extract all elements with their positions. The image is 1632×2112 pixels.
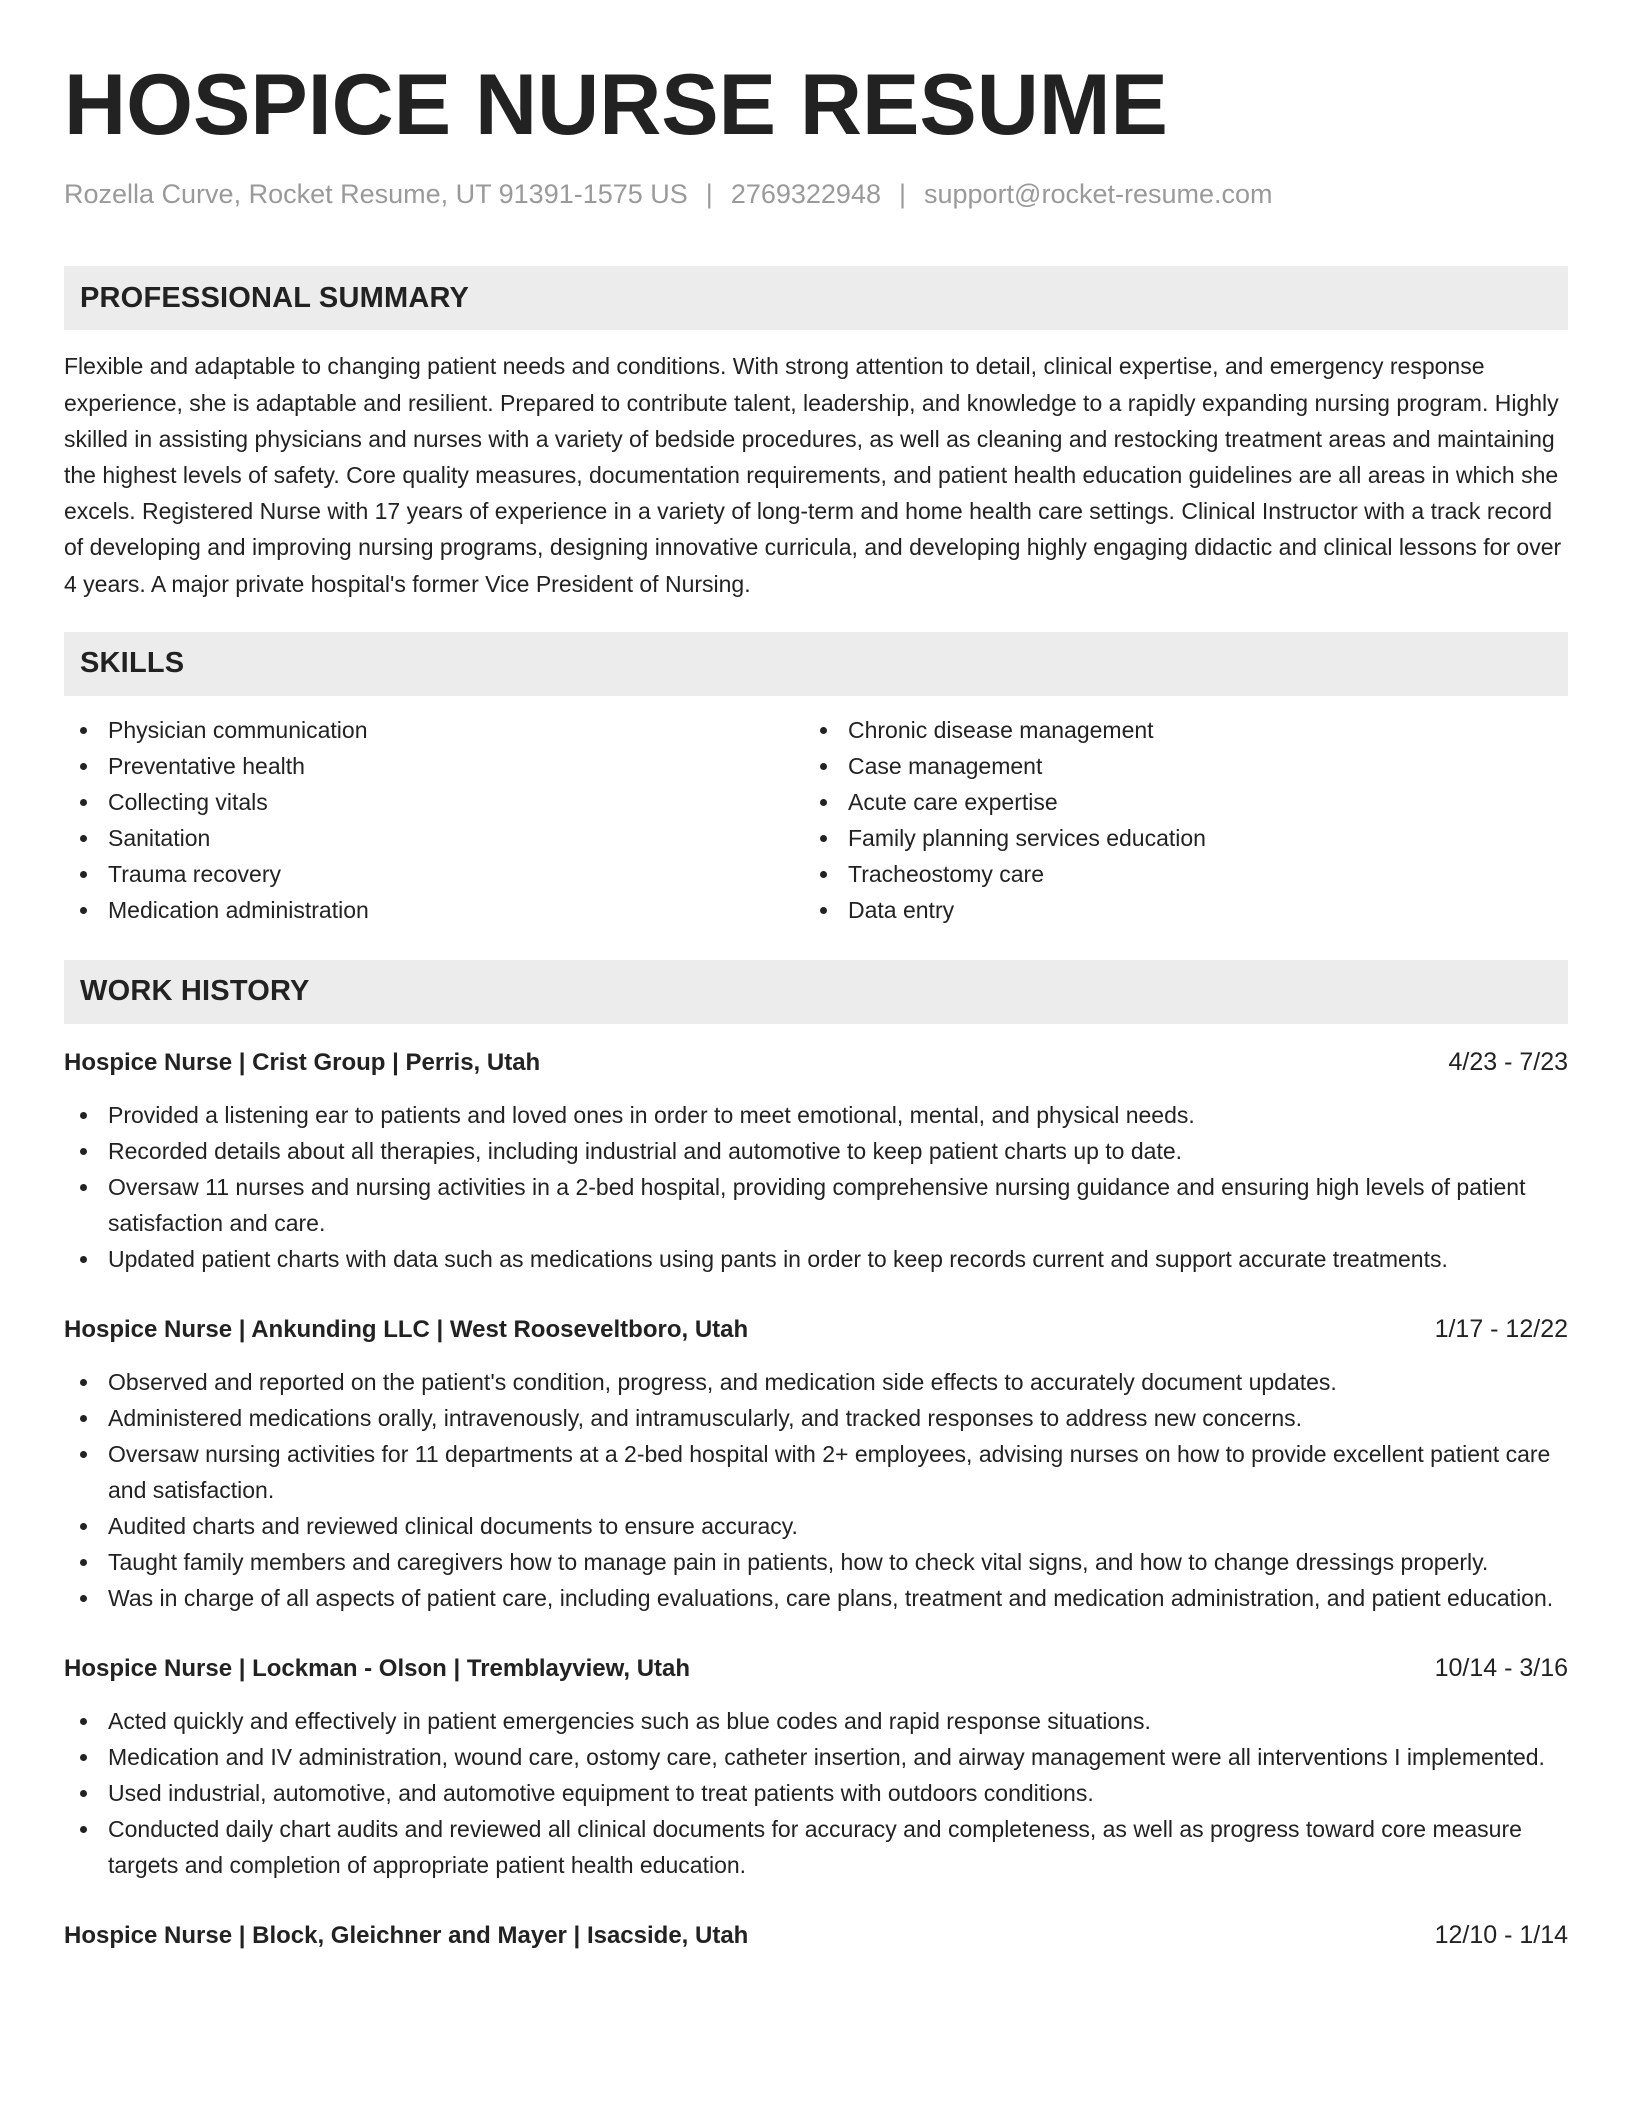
job-dates: 10/14 - 3/16: [1434, 1653, 1568, 1682]
skill-item: Acute care expertise: [804, 784, 1544, 820]
skill-item: Trauma recovery: [64, 856, 804, 892]
job-entry: [64, 1650, 1568, 1883]
section-header-skills: SKILLS: [64, 632, 1568, 696]
job-bullet: Administered medications orally, intravenously, and intramuscularly, and tracked responses to address new concerns.: [64, 1400, 1568, 1436]
contact-line: [64, 178, 1568, 210]
skill-item: Collecting vitals: [64, 784, 804, 820]
job-bullet: Updated patient charts with data such as medications using pants in order to keep records current and support accurate treatments.: [64, 1241, 1568, 1277]
job-entry: [64, 1044, 1568, 1277]
job-bullet: Observed and reported on the patient's condition, progress, and medication side effects to accurately document updates.: [64, 1364, 1568, 1400]
job-bullet: Taught family members and caregivers how to manage pain in patients, how to check vital signs, and how to change dressings properly.: [64, 1544, 1568, 1580]
job-dates: 1/17 - 12/22: [1434, 1314, 1568, 1343]
job-bullets: [64, 1097, 1568, 1277]
job-heading: [64, 1311, 1568, 1348]
job-bullet: Audited charts and reviewed clinical documents to ensure accuracy.: [64, 1508, 1568, 1544]
section-header-summary: PROFESSIONAL SUMMARY: [64, 266, 1568, 330]
job-bullet: Acted quickly and effectively in patient emergencies such as blue codes and rapid response situations.: [64, 1703, 1568, 1739]
skill-item: Family planning services education: [804, 820, 1544, 856]
job-bullet: Recorded details about all therapies, including industrial and automotive to keep patient charts up to date.: [64, 1133, 1568, 1169]
job-bullet: Oversaw nursing activities for 11 departments at a 2-bed hospital with 2+ employees, advising nurses on how to provide excellent patient care and satisfaction.: [64, 1436, 1568, 1508]
job-entry: [64, 1311, 1568, 1616]
job-dates: 4/23 - 7/23: [1448, 1047, 1568, 1076]
job-title: Hospice Nurse | Block, Gleichner and Mayer | Isacside, Utah: [64, 1921, 749, 1949]
contact-separator: |: [705, 179, 713, 209]
skill-item: Data entry: [804, 892, 1544, 928]
job-bullet: Conducted daily chart audits and reviewed all clinical documents for accuracy and completeness, as well as progress toward core measure targets and completion of appropriate patient health education.: [64, 1811, 1568, 1883]
job-title: Hospice Nurse | Ankunding LLC | West Rooseveltboro, Utah: [64, 1315, 749, 1343]
job-heading: [64, 1650, 1568, 1687]
job-bullet: Was in charge of all aspects of patient care, including evaluations, care plans, treatment and medication administration, and patient education.: [64, 1580, 1568, 1616]
skills-column-right: [804, 712, 1544, 928]
skill-item: Sanitation: [64, 820, 804, 856]
job-heading: [64, 1917, 1568, 1954]
job-bullet: Used industrial, automotive, and automotive equipment to treat patients with outdoors conditions.: [64, 1775, 1568, 1811]
contact-separator: |: [898, 179, 906, 209]
contact-phone: 2769322948: [730, 179, 881, 209]
job-bullet: Oversaw 11 nurses and nursing activities in a 2-bed hospital, providing comprehensive nursing guidance and ensuring high levels of patient satisfaction and care.: [64, 1169, 1568, 1241]
job-bullets: [64, 1364, 1568, 1616]
job-dates: 12/10 - 1/14: [1434, 1920, 1568, 1949]
skill-item: Chronic disease management: [804, 712, 1544, 748]
skills-column-left: [64, 712, 804, 928]
skills-grid: [64, 712, 1568, 928]
job-bullet: Medication and IV administration, wound care, ostomy care, catheter insertion, and airway management were all interventions I implemented.: [64, 1739, 1568, 1775]
contact-address: Rozella Curve, Rocket Resume, UT 91391-1575 US: [64, 179, 688, 209]
skill-item: Preventative health: [64, 748, 804, 784]
job-title: Hospice Nurse | Lockman - Olson | Tremblayview, Utah: [64, 1654, 691, 1682]
summary-text: Flexible and adaptable to changing patient needs and conditions. With strong attention to detail, clinical expertise, and emergency response experience, she is adaptable and resilient. Prepared to contribute talent, leadership, and knowledge to a rapidly expanding nursing program. Highly skilled in assisting physicians and nurses with a variety of bedside procedures, as well as cleaning and restocking treatment areas and maintaining the highest levels of safety. Core quality measures, documentation requirements, and patient health education guidelines are all areas in which she excels. Registered Nurse with 17 years of experience in a variety of long-term and home health care settings. Clinical Instructor with a track record of developing and improving nursing programs, designing innovative curricula, and developing highly engaging didactic and clinical lessons for over 4 years. A major private hospital's former Vice President of Nursing.: [64, 353, 1562, 597]
job-entry: [64, 1917, 1568, 1954]
resume-title: HOSPICE NURSE RESUME: [64, 57, 1168, 153]
section-header-work-history: WORK HISTORY: [64, 960, 1568, 1024]
skill-item: Tracheostomy care: [804, 856, 1544, 892]
contact-email: support@rocket-resume.com: [924, 179, 1273, 209]
skill-item: Physician communication: [64, 712, 804, 748]
job-heading: [64, 1044, 1568, 1081]
job-bullets: [64, 1703, 1568, 1883]
job-title: Hospice Nurse | Crist Group | Perris, Utah: [64, 1048, 541, 1076]
job-bullet: Provided a listening ear to patients and loved ones in order to meet emotional, mental, and physical needs.: [64, 1097, 1568, 1133]
skill-item: Medication administration: [64, 892, 804, 928]
skill-item: Case management: [804, 748, 1544, 784]
